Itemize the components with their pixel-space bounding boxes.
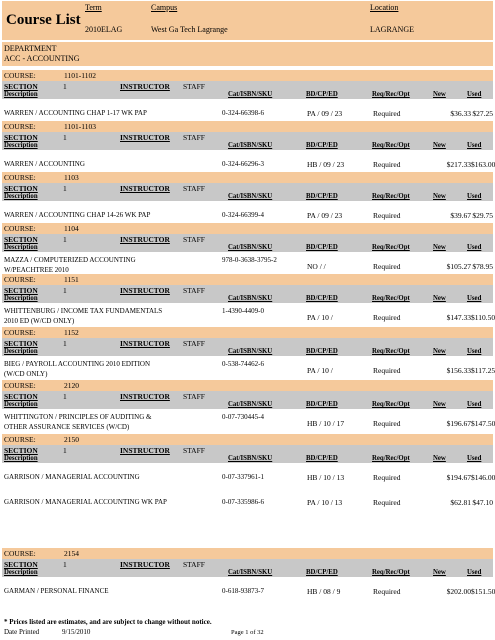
isbn-header: Cat/ISBN/SKU bbox=[228, 142, 273, 149]
req-header: Req/Rec/Opt bbox=[372, 193, 410, 200]
course-label: COURSE: bbox=[4, 435, 36, 444]
column-headers bbox=[2, 569, 493, 577]
column-headers bbox=[2, 348, 493, 356]
term-value: 2010ELAG bbox=[85, 25, 123, 34]
book-title: WARREN / ACCOUNTING bbox=[4, 160, 85, 168]
isbn-header: Cat/ISBN/SKU bbox=[228, 348, 273, 355]
isbn-header: Cat/ISBN/SKU bbox=[228, 244, 273, 251]
section-number: 1 bbox=[63, 82, 67, 91]
price-new: $36.33 bbox=[450, 109, 471, 118]
book-binding: PA / 10 / bbox=[307, 313, 333, 322]
req-header: Req/Rec/Opt bbox=[372, 91, 410, 98]
book-title: WHITTINGTON / PRINCIPLES OF AUDITING & bbox=[4, 413, 152, 421]
book-isbn: 0-07-730445-4 bbox=[222, 413, 264, 421]
book-requirement: Required bbox=[373, 109, 401, 118]
used-header: Used bbox=[467, 295, 482, 302]
price-used: $27.25 bbox=[472, 109, 493, 118]
section-number: 1 bbox=[63, 446, 67, 455]
price-used: $47.10 bbox=[472, 498, 493, 507]
section-label: SECTION bbox=[4, 560, 38, 569]
book-isbn: 0-618-93873-7 bbox=[222, 587, 264, 595]
isbn-header: Cat/ISBN/SKU bbox=[228, 455, 273, 462]
course-label: COURSE: bbox=[4, 549, 36, 558]
bd-header: BD/CP/ED bbox=[306, 455, 338, 462]
book-binding: HB / 10 / 13 bbox=[307, 473, 345, 482]
book-binding: PA / 09 / 23 bbox=[307, 109, 343, 118]
req-header: Req/Rec/Opt bbox=[372, 569, 410, 576]
used-header: Used bbox=[467, 142, 482, 149]
new-header: New bbox=[433, 91, 446, 98]
description-header: Description bbox=[4, 569, 38, 576]
isbn-header: Cat/ISBN/SKU bbox=[228, 569, 273, 576]
bd-header: BD/CP/ED bbox=[306, 348, 338, 355]
department-bar bbox=[2, 42, 493, 66]
req-header: Req/Rec/Opt bbox=[372, 455, 410, 462]
column-headers bbox=[2, 142, 493, 150]
price-new: $147.33 bbox=[446, 313, 471, 322]
instructor-name: STAFF bbox=[183, 235, 205, 244]
bd-header: BD/CP/ED bbox=[306, 193, 338, 200]
description-header: Description bbox=[4, 295, 38, 302]
course-row bbox=[2, 327, 493, 338]
course-label: COURSE: bbox=[4, 381, 36, 390]
course-row bbox=[2, 380, 493, 391]
book-title: MAZZA / COMPUTERIZED ACCOUNTING bbox=[4, 256, 136, 264]
course-code: 1151 bbox=[64, 275, 79, 284]
book-requirement: Required bbox=[373, 587, 401, 596]
section-number: 1 bbox=[63, 560, 67, 569]
instructor-name: STAFF bbox=[183, 286, 205, 295]
book-title: GARRISON / MANAGERIAL ACCOUNTING WK PAP bbox=[4, 498, 167, 506]
campus-label: Campus bbox=[151, 3, 178, 12]
date-printed-label: Date Printed bbox=[4, 628, 40, 636]
date-printed-value: 9/15/2010 bbox=[62, 628, 91, 636]
book-requirement: Required bbox=[373, 366, 401, 375]
book-row bbox=[2, 492, 493, 516]
used-header: Used bbox=[467, 569, 482, 576]
req-header: Req/Rec/Opt bbox=[372, 142, 410, 149]
book-requirement: Required bbox=[373, 313, 401, 322]
course-code: 1103 bbox=[64, 173, 79, 182]
price-used: $147.50 bbox=[471, 419, 495, 428]
book-isbn: 1-4390-4409-0 bbox=[222, 307, 264, 315]
price-new: $194.67 bbox=[446, 473, 471, 482]
course-code: 1152 bbox=[64, 328, 79, 337]
book-requirement: Required bbox=[373, 160, 401, 169]
price-disclaimer: * Prices listed are estimates, and are subject to change without notice. bbox=[4, 618, 212, 626]
section-number: 1 bbox=[63, 235, 67, 244]
description-header: Description bbox=[4, 91, 38, 98]
instructor-label: INSTRUCTOR bbox=[120, 82, 170, 91]
price-new: $202.00 bbox=[446, 587, 471, 596]
req-header: Req/Rec/Opt bbox=[372, 401, 410, 408]
department-value: ACC - ACCOUNTING bbox=[4, 54, 80, 63]
department-label: DEPARTMENT bbox=[4, 44, 57, 53]
book-title: WARREN / ACCOUNTING CHAP 1-17 WK PAP bbox=[4, 109, 147, 117]
course-row bbox=[2, 223, 493, 234]
bd-header: BD/CP/ED bbox=[306, 91, 338, 98]
description-header: Description bbox=[4, 142, 38, 149]
instructor-label: INSTRUCTOR bbox=[120, 184, 170, 193]
book-title-line2: 2010 ED (W/CD ONLY) bbox=[4, 317, 75, 325]
isbn-header: Cat/ISBN/SKU bbox=[228, 401, 273, 408]
instructor-name: STAFF bbox=[183, 339, 205, 348]
page-title: Course List bbox=[6, 12, 81, 28]
instructor-label: INSTRUCTOR bbox=[120, 286, 170, 295]
new-header: New bbox=[433, 193, 446, 200]
column-headers bbox=[2, 455, 493, 463]
course-row bbox=[2, 434, 493, 445]
new-header: New bbox=[433, 569, 446, 576]
book-title-line2: (W/CD ONLY) bbox=[4, 370, 48, 378]
instructor-name: STAFF bbox=[183, 184, 205, 193]
section-label: SECTION bbox=[4, 184, 38, 193]
description-header: Description bbox=[4, 401, 38, 408]
book-requirement: Required bbox=[373, 473, 401, 482]
req-header: Req/Rec/Opt bbox=[372, 244, 410, 251]
instructor-label: INSTRUCTOR bbox=[120, 133, 170, 142]
book-binding: PA / 10 / 13 bbox=[307, 498, 343, 507]
price-new: $156.33 bbox=[446, 366, 471, 375]
book-isbn: 0-07-337961-1 bbox=[222, 473, 264, 481]
price-used: $29.75 bbox=[472, 211, 493, 220]
course-row bbox=[2, 274, 493, 285]
instructor-name: STAFF bbox=[183, 82, 205, 91]
course-label: COURSE: bbox=[4, 71, 36, 80]
bd-header: BD/CP/ED bbox=[306, 295, 338, 302]
book-isbn: 0-07-335986-6 bbox=[222, 498, 264, 506]
price-used: $117.25 bbox=[471, 366, 495, 375]
instructor-name: STAFF bbox=[183, 560, 205, 569]
course-label: COURSE: bbox=[4, 122, 36, 131]
used-header: Used bbox=[467, 401, 482, 408]
book-binding: NO / / bbox=[307, 262, 326, 271]
column-headers bbox=[2, 401, 493, 409]
new-header: New bbox=[433, 244, 446, 251]
column-headers bbox=[2, 295, 493, 303]
course-label: COURSE: bbox=[4, 173, 36, 182]
course-code: 1101-1102 bbox=[64, 71, 96, 80]
book-title-line2: OTHER ASSURANCE SERVICES (W/CD) bbox=[4, 423, 130, 431]
section-number: 1 bbox=[63, 392, 67, 401]
course-label: COURSE: bbox=[4, 275, 36, 284]
new-header: New bbox=[433, 348, 446, 355]
price-used: $110.50 bbox=[471, 313, 495, 322]
instructor-label: INSTRUCTOR bbox=[120, 392, 170, 401]
price-used: $78.95 bbox=[472, 262, 493, 271]
instructor-label: INSTRUCTOR bbox=[120, 446, 170, 455]
location-value: LAGRANGE bbox=[370, 25, 414, 34]
course-label: COURSE: bbox=[4, 328, 36, 337]
course-code: 2150 bbox=[64, 435, 79, 444]
book-binding: PA / 09 / 23 bbox=[307, 211, 343, 220]
section-number: 1 bbox=[63, 339, 67, 348]
book-title: GARRISON / MANAGERIAL ACCOUNTING bbox=[4, 473, 140, 481]
location-label: Location bbox=[370, 3, 399, 12]
section-label: SECTION bbox=[4, 446, 38, 455]
price-new: $196.67 bbox=[446, 419, 471, 428]
book-title: WHITTENBURG / INCOME TAX FUNDAMENTALS bbox=[4, 307, 163, 315]
price-new: $217.33 bbox=[446, 160, 471, 169]
description-header: Description bbox=[4, 455, 38, 462]
course-row bbox=[2, 172, 493, 183]
report-header bbox=[2, 1, 493, 40]
book-isbn: 0-324-66398-6 bbox=[222, 109, 264, 117]
req-header: Req/Rec/Opt bbox=[372, 348, 410, 355]
bd-header: BD/CP/ED bbox=[306, 142, 338, 149]
isbn-header: Cat/ISBN/SKU bbox=[228, 193, 273, 200]
course-row bbox=[2, 70, 493, 81]
term-label: Term bbox=[85, 3, 102, 12]
used-header: Used bbox=[467, 244, 482, 251]
book-binding: HB / 09 / 23 bbox=[307, 160, 345, 169]
instructor-label: INSTRUCTOR bbox=[120, 339, 170, 348]
book-requirement: Required bbox=[373, 498, 401, 507]
description-header: Description bbox=[4, 244, 38, 251]
course-code: 1104 bbox=[64, 224, 79, 233]
instructor-label: INSTRUCTOR bbox=[120, 560, 170, 569]
course-code: 2120 bbox=[64, 381, 79, 390]
section-label: SECTION bbox=[4, 235, 38, 244]
book-title: BIEG / PAYROLL ACCOUNTING 2010 EDITION bbox=[4, 360, 151, 368]
section-label: SECTION bbox=[4, 82, 38, 91]
campus-value: West Ga Tech Lagrange bbox=[151, 25, 228, 34]
book-binding: HB / 08 / 9 bbox=[307, 587, 341, 596]
book-requirement: Required bbox=[373, 211, 401, 220]
req-header: Req/Rec/Opt bbox=[372, 295, 410, 302]
book-binding: HB / 10 / 17 bbox=[307, 419, 345, 428]
course-code: 2154 bbox=[64, 549, 79, 558]
instructor-name: STAFF bbox=[183, 446, 205, 455]
bd-header: BD/CP/ED bbox=[306, 401, 338, 408]
price-new: $105.27 bbox=[446, 262, 471, 271]
book-isbn: 0-324-66399-4 bbox=[222, 211, 264, 219]
section-label: SECTION bbox=[4, 286, 38, 295]
new-header: New bbox=[433, 401, 446, 408]
course-row bbox=[2, 121, 493, 132]
bd-header: BD/CP/ED bbox=[306, 569, 338, 576]
price-used: $163.00 bbox=[471, 160, 495, 169]
price-new: $62.81 bbox=[450, 498, 471, 507]
course-code: 1101-1103 bbox=[64, 122, 96, 131]
isbn-header: Cat/ISBN/SKU bbox=[228, 295, 273, 302]
section-number: 1 bbox=[63, 133, 67, 142]
book-requirement: Required bbox=[373, 262, 401, 271]
description-header: Description bbox=[4, 193, 38, 200]
description-header: Description bbox=[4, 348, 38, 355]
book-isbn: 978-0-3638-3795-2 bbox=[222, 256, 277, 264]
instructor-label: INSTRUCTOR bbox=[120, 235, 170, 244]
book-title: WARREN / ACCOUNTING CHAP 14-26 WK PAP bbox=[4, 211, 151, 219]
instructor-name: STAFF bbox=[183, 392, 205, 401]
new-header: New bbox=[433, 455, 446, 462]
bd-header: BD/CP/ED bbox=[306, 244, 338, 251]
book-isbn: 0-538-74462-6 bbox=[222, 360, 264, 368]
used-header: Used bbox=[467, 91, 482, 98]
book-isbn: 0-324-66296-3 bbox=[222, 160, 264, 168]
new-header: New bbox=[433, 142, 446, 149]
section-label: SECTION bbox=[4, 133, 38, 142]
instructor-name: STAFF bbox=[183, 133, 205, 142]
section-label: SECTION bbox=[4, 392, 38, 401]
book-title: GARMAN / PERSONAL FINANCE bbox=[4, 587, 109, 595]
used-header: Used bbox=[467, 455, 482, 462]
section-number: 1 bbox=[63, 184, 67, 193]
book-requirement: Required bbox=[373, 419, 401, 428]
course-label: COURSE: bbox=[4, 224, 36, 233]
price-new: $39.67 bbox=[450, 211, 471, 220]
book-title-line2: W/PEACHTREE 2010 bbox=[4, 266, 69, 274]
used-header: Used bbox=[467, 348, 482, 355]
column-headers bbox=[2, 91, 493, 99]
column-headers bbox=[2, 193, 493, 201]
used-header: Used bbox=[467, 193, 482, 200]
isbn-header: Cat/ISBN/SKU bbox=[228, 91, 273, 98]
book-row bbox=[2, 467, 493, 491]
price-used: $146.00 bbox=[471, 473, 495, 482]
column-headers bbox=[2, 244, 493, 252]
section-label: SECTION bbox=[4, 339, 38, 348]
book-binding: PA / 10 / bbox=[307, 366, 333, 375]
course-row bbox=[2, 548, 493, 559]
new-header: New bbox=[433, 295, 446, 302]
book-row bbox=[2, 581, 493, 605]
section-number: 1 bbox=[63, 286, 67, 295]
price-used: $151.50 bbox=[471, 587, 495, 596]
page-number: Page 1 of 32 bbox=[231, 629, 264, 636]
